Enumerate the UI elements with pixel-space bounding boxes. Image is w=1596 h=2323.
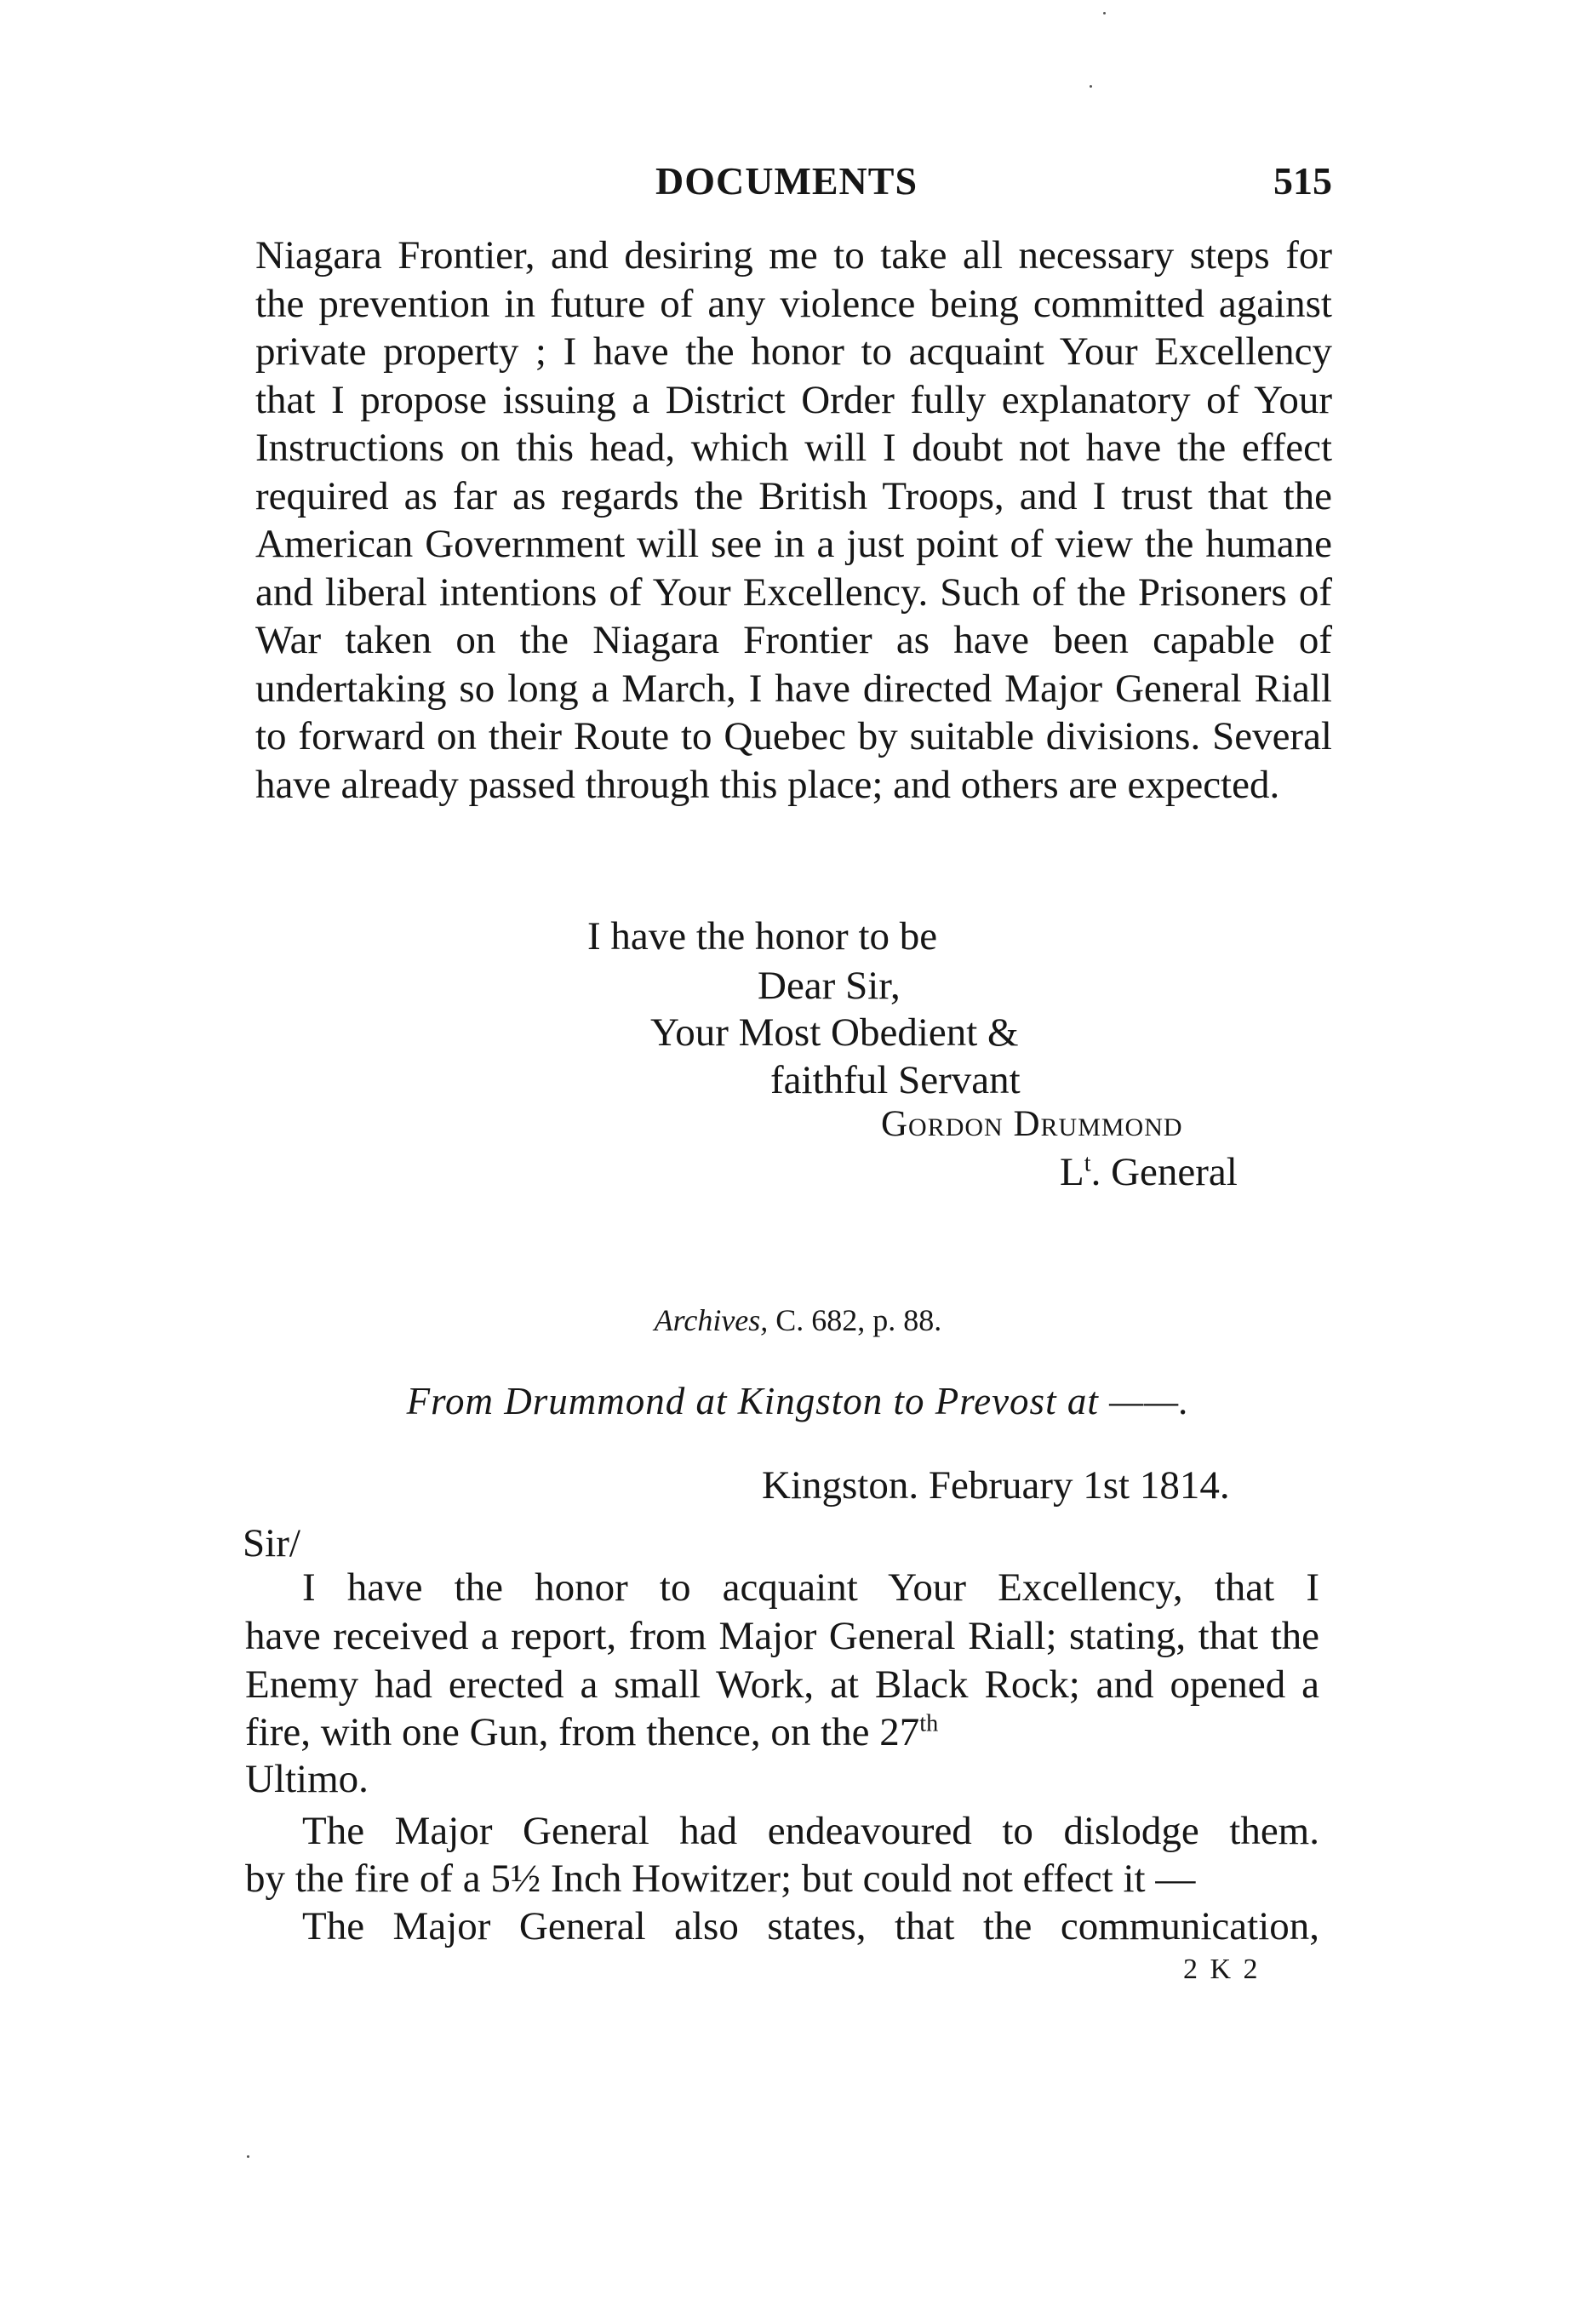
archive-citation <box>0 1302 1596 1338</box>
citation-source: Archives, <box>654 1303 769 1337</box>
scan-speck <box>1090 85 1092 88</box>
signature-rank <box>1060 1149 1238 1195</box>
paragraph-first-line: I have the honor to acquaint Your Excellency, that I <box>302 1565 1319 1610</box>
signature-mark: 2 K 2 <box>1183 1954 1261 1985</box>
dateline: Kingston. February 1st 1814. <box>762 1463 1230 1508</box>
page-number: 515 <box>1273 159 1332 203</box>
rank-suffix: . General <box>1090 1150 1238 1194</box>
letter-body: Niagara Frontier, and desiring me to take all necessary steps for the prevention in future of any violence being committed against private property ; I have the honor to acquaint Your Excellency that I propose issuing a District Order fully explanatory of Your Instructions on this head, which will I doubt not have the effect required as far as regards the British Troops, and I trust that the American Government will see in a just point of view the humane and liberal intentions of Your Excellency. Such of the Prisoners of War taken on the Niagara Frontier as have been capable of undertaking so long a March, I have directed Major General Riall to forward on their Route to Quebec by suitable divisions. Several have already passed through this place; and others are expected. <box>255 233 1332 807</box>
signature: Gordon Drummond <box>881 1104 1183 1144</box>
document-title: From Drummond at Kingston to Prevost at ——. <box>406 1380 1190 1422</box>
rank-sup: t <box>1084 1150 1091 1177</box>
paragraph-line: by the fire of a 5½ Inch Howitzer; but could not effect it — <box>245 1857 1196 1901</box>
paragraph-end: Ultimo. <box>245 1757 369 1801</box>
closing-salutation: Dear Sir, <box>758 964 901 1008</box>
scan-speck <box>1103 12 1106 14</box>
paragraph-first-line: The Major General also states, that the communication, <box>302 1904 1319 1948</box>
ordinal-sup: th <box>919 1710 939 1737</box>
salutation: Sir/ <box>243 1521 300 1565</box>
closing-line: I have the honor to be <box>587 914 938 958</box>
closing-line: Your Most Obedient & <box>650 1010 1019 1055</box>
citation-reference: C. 682, p. 88. <box>768 1303 942 1337</box>
page-header <box>255 158 1332 209</box>
running-head: DOCUMENTS <box>655 159 918 203</box>
scan-speck <box>247 2155 249 2158</box>
paragraph-text: have received a report, from Major General Riall; stating, that the Enemy had erected a small Work, at Black Rock; and opened a fire, with one Gun, from thence, on the 27 <box>245 1614 1319 1754</box>
rank-prefix: L <box>1060 1150 1084 1194</box>
letter-paragraph <box>245 1612 1319 1757</box>
paragraph-first-line: The Major General had endeavoured to dislodge them. <box>302 1809 1319 1853</box>
closing-line: faithful Servant <box>770 1058 1021 1102</box>
